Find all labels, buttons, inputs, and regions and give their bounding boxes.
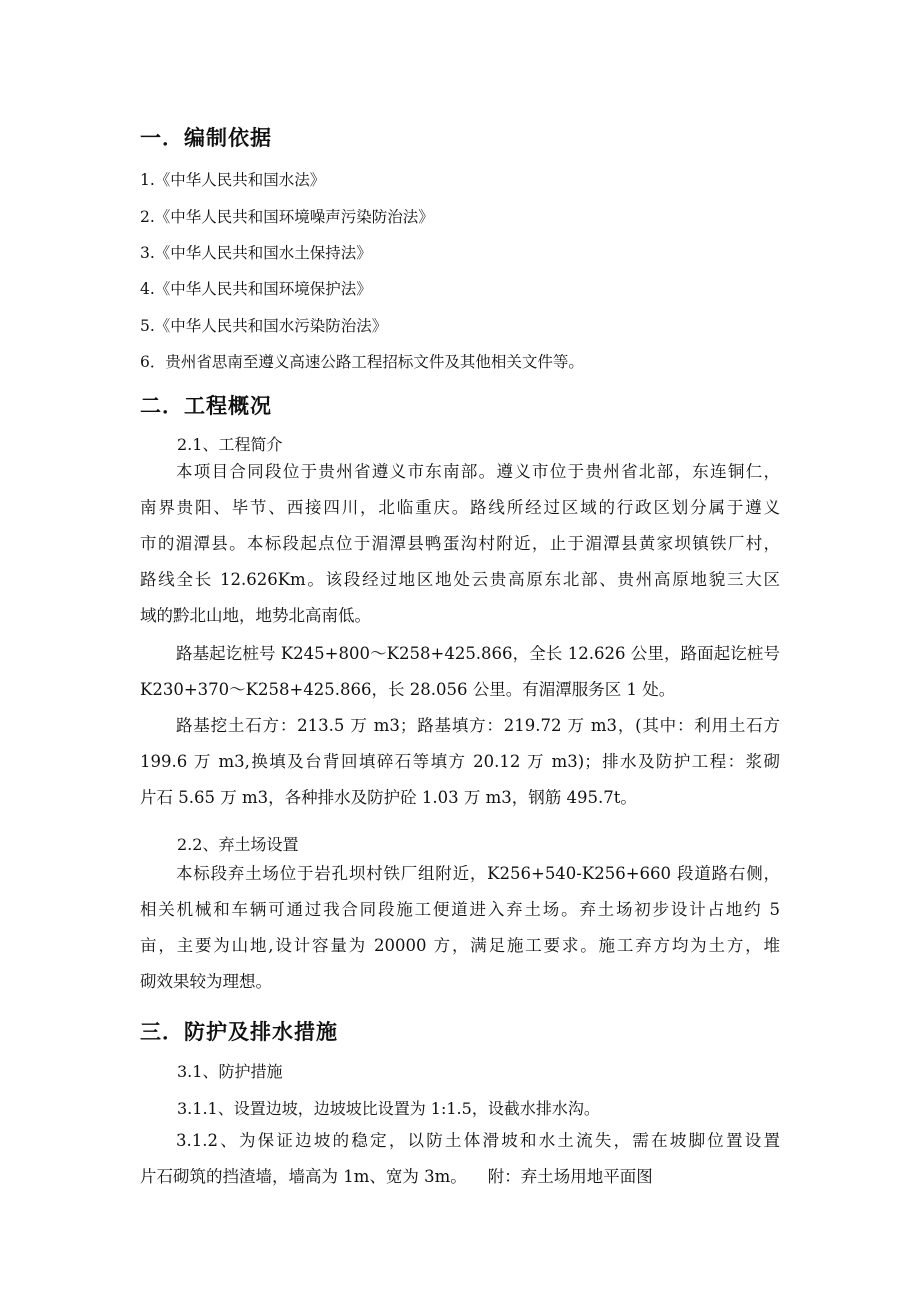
subsection-3-1-heading: 3.1、防护措施 [177,1062,283,1081]
paragraph-line: 路线全长 12.626Km。该段经过地区地处云贵高原东北部、贵州高原地貌三大区 [140,570,780,589]
paragraph-line: 相关机械和车辆可通过我合同段施工便道进入弃土场。弃土场初步设计占地约 5 [140,900,780,919]
paragraph-line: 路基起讫桩号 K245+800～K258+425.866，全长 12.626 公里，路面起讫桩号 [176,644,780,663]
paragraph-line: 本项目合同段位于贵州省遵义市东南部。遵义市位于贵州省北部，东连铜仁， [176,462,780,481]
paragraph-line: 本标段弃土场位于岩孔坝村铁厂组附近，K256+540-K256+660 段道路右侧， [176,864,780,883]
stake-range-paragraph [140,636,780,708]
basis-item-3: 3.《中华人民共和国水土保持法》 [140,244,372,262]
subsection-2-1-heading: 2.1、工程简介 [177,435,283,454]
retaining-wall-paragraph [140,1123,780,1195]
section-2-heading: 二．工程概况 [140,394,272,418]
paragraph-line: 3.1.2、为保证边坡的稳定，以防土体滑坡和水土流失，需在坡脚位置设置 [176,1131,780,1150]
spoil-site-paragraph [140,856,780,1000]
project-intro-paragraph [140,454,780,634]
basis-item-6: 6．贵州省思南至遵义高速公路工程招标文件及其他相关文件等。 [140,353,584,371]
paragraph-line: 亩，主要为山地,设计容量为 20000 方，满足施工要求。施工弃方均为土方，堆 [140,936,780,955]
section-3-heading: 三．防护及排水措施 [140,1020,338,1044]
quantities-paragraph [140,708,780,816]
paragraph-line: 南界贵阳、毕节、西接四川，北临重庆。路线所经过区域的行政区划分属于遵义 [140,498,780,517]
basis-item-1: 1.《中华人民共和国水法》 [140,171,326,189]
paragraph-line: 砌效果较为理想。 [140,972,272,991]
basis-item-5: 5.《中华人民共和国水污染防治法》 [140,317,388,335]
basis-item-2: 2.《中华人民共和国环境噪声污染防治法》 [140,208,434,226]
paragraph-line: 片石 5.65 万 m3，各种排水及防护砼 1.03 万 m3，钢筋 495.7t。 [140,788,637,807]
paragraph-line: 199.6 万 m3,换填及台背回填碎石等填方 20.12 万 m3)；排水及防护工程：浆砌 [140,752,780,771]
paragraph-line: 域的黔北山地，地势北高南低。 [140,606,371,625]
measure-3-1-1: 3.1.1、设置边坡，边坡坡比设置为 1:1.5，设截水排水沟。 [177,1099,600,1118]
paragraph-line: 片石砌筑的挡渣墙，墙高为 1m、宽为 3m。 附：弃土场用地平面图 [140,1167,653,1186]
section-1-heading: 一．编制依据 [140,126,272,150]
subsection-2-2-heading: 2.2、弃土场设置 [177,835,299,854]
paragraph-line: 市的湄潭县。本标段起点位于湄潭县鸭蛋沟村附近，止于湄潭县黄家坝镇铁厂村， [140,534,780,553]
paragraph-line: 路基挖土石方：213.5 万 m3；路基填方：219.72 万 m3，(其中：利用土石方 [176,716,780,735]
paragraph-line: K230+370～K258+425.866，长 28.056 公里。有湄潭服务区 1 处。 [140,680,676,699]
basis-item-4: 4.《中华人民共和国环境保护法》 [140,280,372,298]
